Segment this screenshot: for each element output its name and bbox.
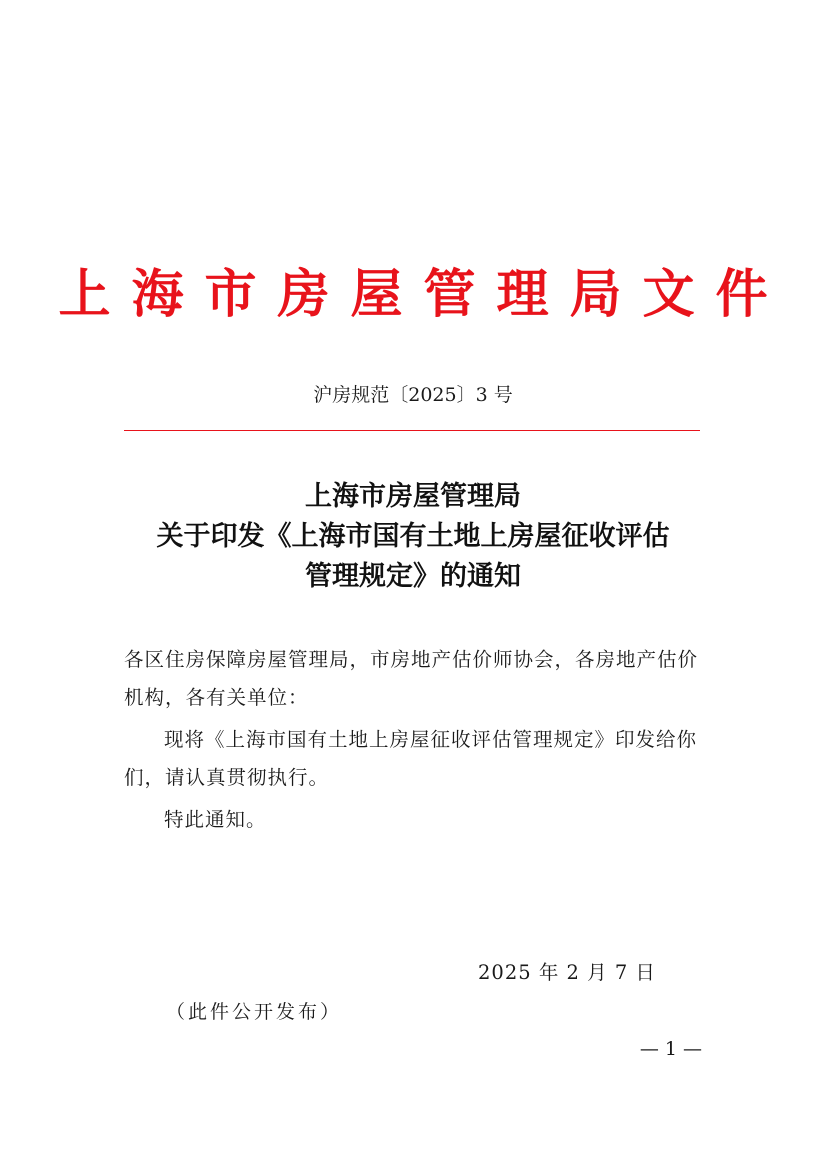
title-line-2: 关于印发《上海市国有土地上房屋征收评估 (156, 521, 670, 552)
document-number: 沪房规范〔2025〕3 号 (313, 384, 513, 406)
closing-paragraph: 特此通知。 (164, 808, 267, 831)
addressee-paragraph: 各区住房保障房屋管理局，市房地产估价师协会，各房地产估价机构，各有关单位： (124, 648, 699, 709)
red-divider-line (124, 430, 700, 431)
main-paragraph: 现将《上海市国有土地上房屋征收评估管理规定》印发给你们，请认真贯彻执行。 (124, 728, 698, 789)
issue-date: 2025 年 2 月 7 日 (478, 961, 656, 984)
document-masthead: 上海市房屋管理局文件 (58, 264, 789, 325)
document-title (118, 477, 708, 597)
title-line-3: 管理规定》的通知 (305, 561, 521, 592)
title-line-1: 上海市房屋管理局 (305, 481, 521, 512)
public-release-note: （此件公开发布） (166, 1001, 343, 1023)
page-number: — 1 — (639, 1038, 702, 1060)
